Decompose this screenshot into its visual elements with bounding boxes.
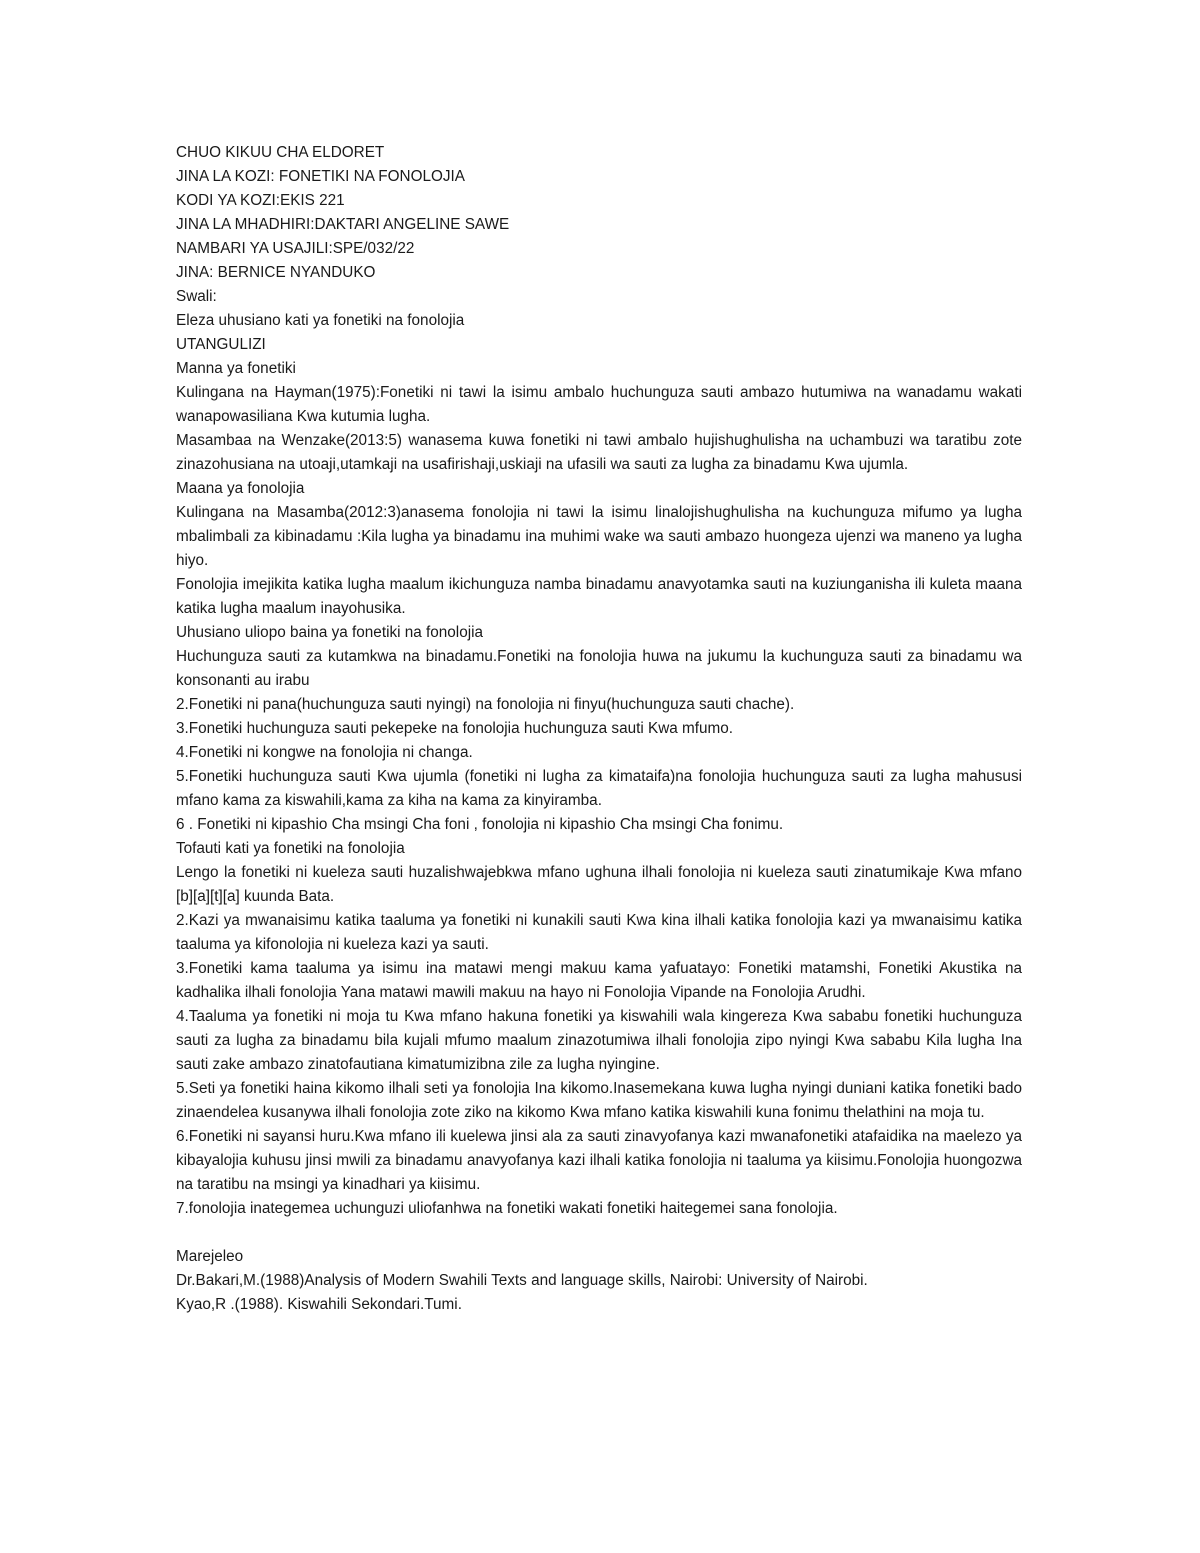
relationship-point: 2.Fonetiki ni pana(huchunguza sauti nyingi) na fonolojia ni finyu(huchunguza sauti chache). <box>176 696 795 713</box>
phonology-definition-1: Kulingana na Masamba(2012:3)anasema fonolojia ni tawi la isimu linalojishughulisha na kuchunguza mifumo ya lugha mbalimbali za kibinadamu :Kila lugha ya binadamu ina muhimi wake wa sauti ambazo huongeza ujenzi wa maneno ya lugha hiyo. <box>176 504 1022 569</box>
registration-number: NAMBARI YA USAJILI:SPE/032/22 <box>176 240 415 257</box>
relationship-point: 3.Fonetiki huchunguza sauti pekepeke na fonolojia huchunguza sauti Kwa mfumo. <box>176 720 733 737</box>
student-name: JINA: BERNICE NYANDUKO <box>176 264 376 281</box>
difference-point: 3.Fonetiki kama taaluma ya isimu ina matawi mengi makuu kama yafuatayo: Fonetiki matamshi, Fonetiki Akustika na kadhalika ilhali fonolojia Yana matawi mawili makuu na hayo ni Fonolojia Vipande na Fonolojia Arudhi. <box>176 960 1022 1001</box>
phonology-heading: Maana ya fonolojia <box>176 480 305 497</box>
blank-line <box>176 1221 1022 1245</box>
difference-point: 5.Seti ya fonetiki haina kikomo ilhali seti ya fonolojia Ina kikomo.Inasemekana kuwa lugha nyingi duniani katika fonetiki bado zinaendelea kusanywa ilhali fonolojia zote ziko na kikomo Kwa mfano katika kiswahili kuna fonimu thelathini na moja tu. <box>176 1080 1022 1121</box>
phonetics-definition-2: Masambaa na Wenzake(2013:5) wanasema kuwa fonetiki ni tawi ambalo hujishughulisha na uchambuzi wa taratibu zote zinazohusiana na utoaji,utamkaji na usafirishaji,uskiaji na ufasili wa sauti za lugha za binadamu Kwa ujumla. <box>176 432 1022 473</box>
phonology-definition-2: Fonolojia imejikita katika lugha maalum ikichunguza namba binadamu anavyotamka sauti na kuziunganisha ili kuleta maana katika lugha maalum inayohusika. <box>176 576 1022 617</box>
relationship-point: 4.Fonetiki ni kongwe na fonolojia ni changa. <box>176 744 473 761</box>
relationship-heading: Uhusiano uliopo baina ya fonetiki na fonolojia <box>176 624 484 641</box>
difference-point: 6.Fonetiki ni sayansi huru.Kwa mfano ili kuelewa jinsi ala za sauti zinavyofanya kazi mwanafonetiki atafaidika na maelezo ya kibayalojia kuhusu jinsi mwili za binadamu anavyofanya kazi ilhali katika fonolojia ni taaluma ya kiisimu.Fonolojia huongozwa na taratibu na msingi ya kinadhari ya kiisimu. <box>176 1128 1022 1193</box>
question-text: Eleza uhusiano kati ya fonetiki na fonolojia <box>176 312 465 329</box>
references-heading: Marejeleo <box>176 1248 244 1265</box>
relationship-point: Huchunguza sauti za kutamkwa na binadamu.Fonetiki na fonolojia huwa na jukumu la kuchunguza sauti za binadamu wa konsonanti au irabu <box>176 648 1022 689</box>
phonetics-definition-1: Kulingana na Hayman(1975):Fonetiki ni tawi la isimu ambalo huchunguza sauti ambazo hutumiwa na wanadamu wakati wanapowasiliana Kwa kutumia lugha. <box>176 384 1022 425</box>
reference-entry: Kyao,R .(1988). Kiswahili Sekondari.Tumi. <box>176 1296 462 1313</box>
reference-entry: Dr.Bakari,M.(1988)Analysis of Modern Swahili Texts and language skills, Nairobi: University of Nairobi. <box>176 1272 868 1289</box>
difference-point: 4.Taaluma ya fonetiki ni moja tu Kwa mfano hakuna fonetiki ya kiswahili wala kingereza Kwa sababu fonetiki huchunguza sauti za lugha za binadamu bila kujali mfumo maalum zinazotumiwa ilhali fonolojia zipo nyingi Kwa sababu Kila lugha Ina sauti zake ambazo zinatofautiana kimatumizibna zile za lugha nyingine. <box>176 1008 1022 1073</box>
relationship-point: 5.Fonetiki huchunguza sauti Kwa ujumla (fonetiki ni lugha za kimataifa)na fonolojia huchunguza sauti za lugha mahususi mfano kama za kiswahili,kama za kiha na kama za kinyiramba. <box>176 768 1022 809</box>
difference-point: 7.fonolojia inategemea uchunguzi uliofanhwa na fonetiki wakati fonetiki haitegemei sana fonolojia. <box>176 1200 838 1217</box>
document-body <box>176 141 1022 1317</box>
lecturer-name: JINA LA MHADHIRI:DAKTARI ANGELINE SAWE <box>176 216 510 233</box>
intro-heading: UTANGULIZI <box>176 336 266 353</box>
differences-heading: Tofauti kati ya fonetiki na fonolojia <box>176 840 405 857</box>
question-label: Swali: <box>176 288 217 305</box>
course-name: JINA LA KOZI: FONETIKI NA FONOLOJIA <box>176 168 466 185</box>
difference-point: Lengo la fonetiki ni kueleza sauti huzalishwajebkwa mfano ughuna ilhali fonolojia ni kueleza sauti zinatumikaje Kwa mfano [b][a][t][a] kuunda Bata. <box>176 864 1022 905</box>
phonetics-heading: Manna ya fonetiki <box>176 360 296 377</box>
university-name: CHUO KIKUU CHA ELDORET <box>176 144 385 161</box>
relationship-point: 6 . Fonetiki ni kipashio Cha msingi Cha foni , fonolojia ni kipashio Cha msingi Cha fonimu. <box>176 816 784 833</box>
difference-point: 2.Kazi ya mwanaisimu katika taaluma ya fonetiki ni kunakili sauti Kwa kina ilhali katika fonolojia kazi ya mwanaisimu katika taaluma ya kifonolojia ni kueleza kazi ya sauti. <box>176 912 1022 953</box>
course-code: KODI YA KOZI:EKIS 221 <box>176 192 345 209</box>
